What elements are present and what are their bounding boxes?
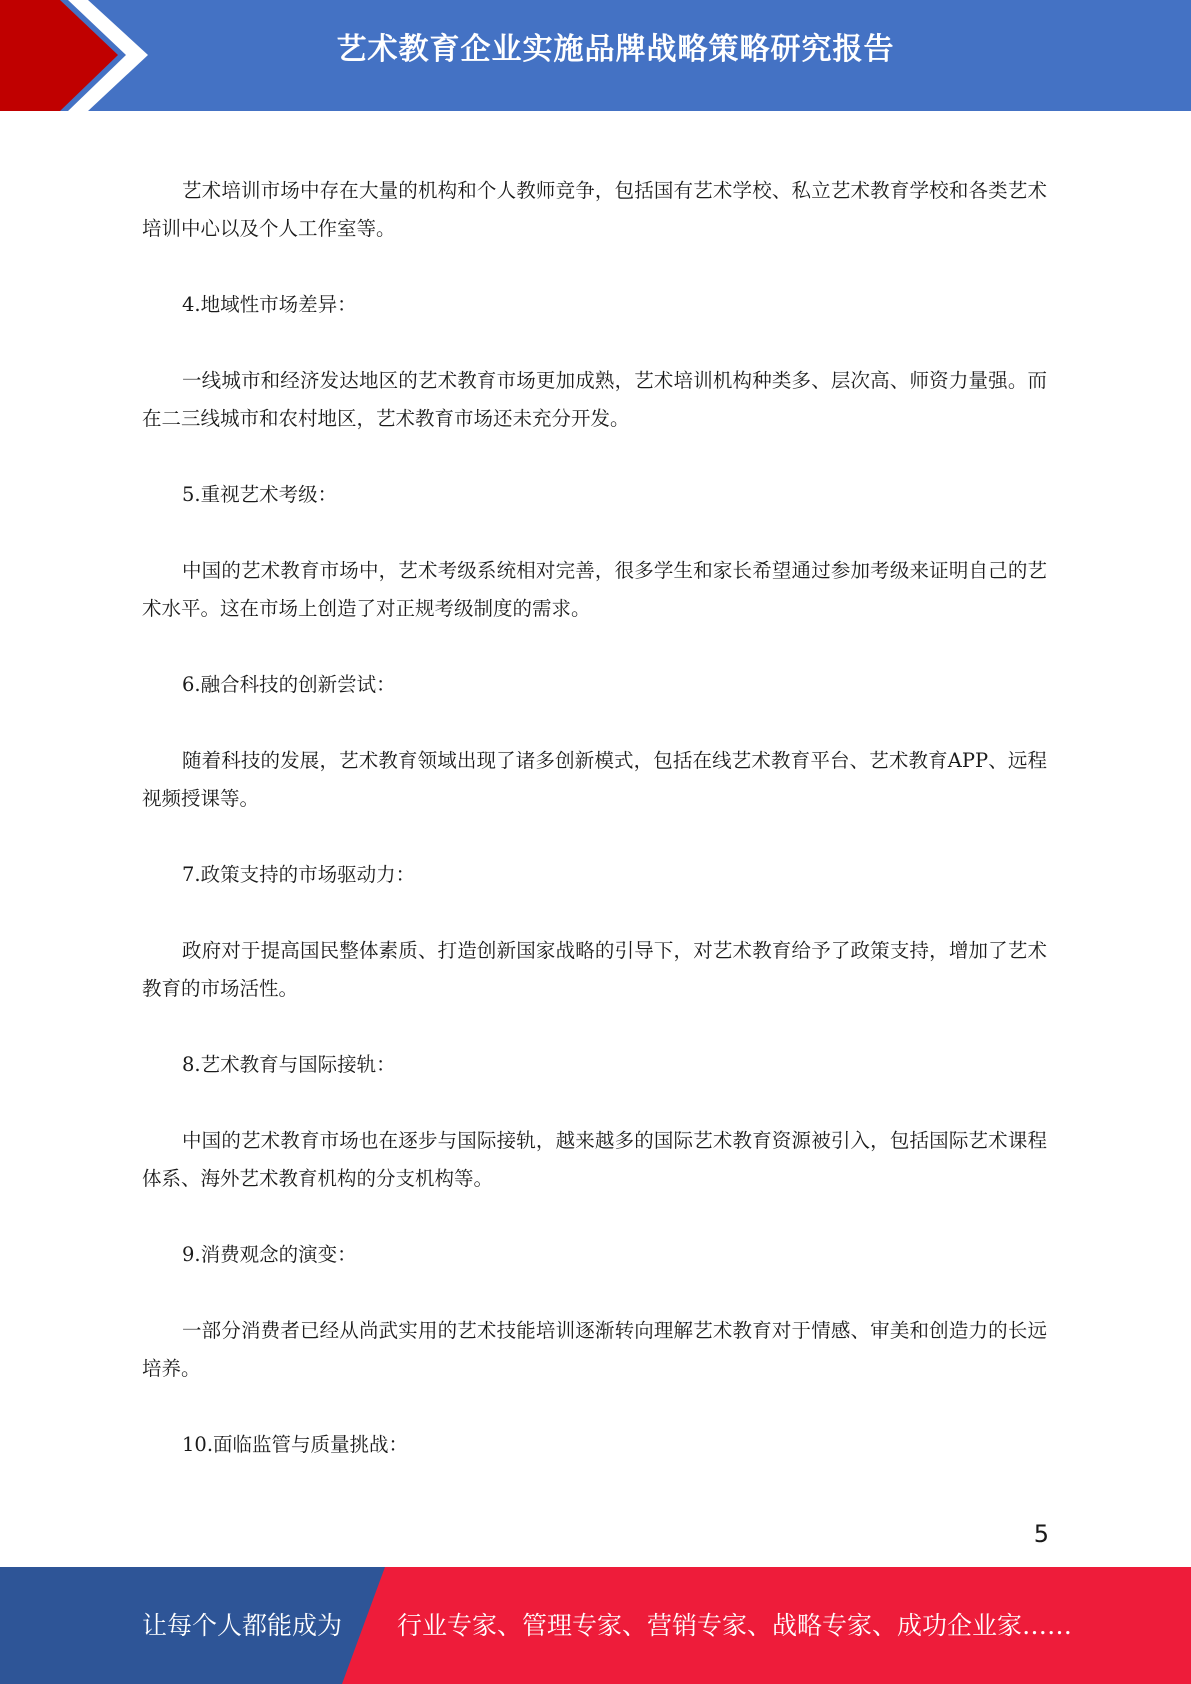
- page-number: 5: [1033, 1520, 1049, 1548]
- section-heading: 4.地域性市场差异：: [182, 293, 357, 316]
- body-paragraph: 一线城市和经济发达地区的艺术教育市场更加成熟，艺术培训机构种类多、层次高、师资力量强。而在二三线城市和农村地区，艺术教育市场还未充分开发。: [142, 369, 1047, 430]
- page-header: [0, 0, 1191, 111]
- section-heading: 7.政策支持的市场驱动力：: [182, 863, 416, 886]
- section-heading: 9.消费观念的演变：: [182, 1243, 357, 1266]
- body-paragraph: 中国的艺术教育市场中，艺术考级系统相对完善，很多学生和家长希望通过参加考级来证明自己的艺术水平。这在市场上创造了对正规考级制度的需求。: [142, 559, 1047, 620]
- footer-slogan-right: 行业专家、管理专家、营销专家、战略专家、成功企业家……: [397, 1611, 1073, 1640]
- section-heading: 10.面临监管与质量挑战：: [182, 1433, 409, 1456]
- document-body: [142, 172, 1047, 1502]
- header-chevron-decoration: [0, 0, 150, 111]
- section-heading: 5.重视艺术考级：: [182, 483, 338, 506]
- page-footer: [0, 1567, 1191, 1684]
- body-paragraph: 随着科技的发展，艺术教育领域出现了诸多创新模式，包括在线艺术教育平台、艺术教育APP、远程视频授课等。: [142, 749, 1047, 810]
- body-paragraph: 政府对于提高国民整体素质、打造创新国家战略的引导下，对艺术教育给予了政策支持，增加了艺术教育的市场活性。: [142, 939, 1047, 1000]
- body-paragraph: 中国的艺术教育市场也在逐步与国际接轨，越来越多的国际艺术教育资源被引入，包括国际艺术课程体系、海外艺术教育机构的分支机构等。: [142, 1129, 1047, 1190]
- section-heading: 8.艺术教育与国际接轨：: [182, 1053, 396, 1076]
- document-title: 艺术教育企业实施品牌战略策略研究报告: [336, 32, 895, 67]
- body-paragraph: 艺术培训市场中存在大量的机构和个人教师竞争，包括国有艺术学校、私立艺术教育学校和各类艺术培训中心以及个人工作室等。: [142, 179, 1047, 240]
- body-paragraph: 一部分消费者已经从尚武实用的艺术技能培训逐渐转向理解艺术教育对于情感、审美和创造力的长远培养。: [142, 1319, 1047, 1380]
- footer-slogan-left: 让每个人都能成为: [142, 1611, 343, 1640]
- section-heading: 6.融合科技的创新尝试：: [182, 673, 396, 696]
